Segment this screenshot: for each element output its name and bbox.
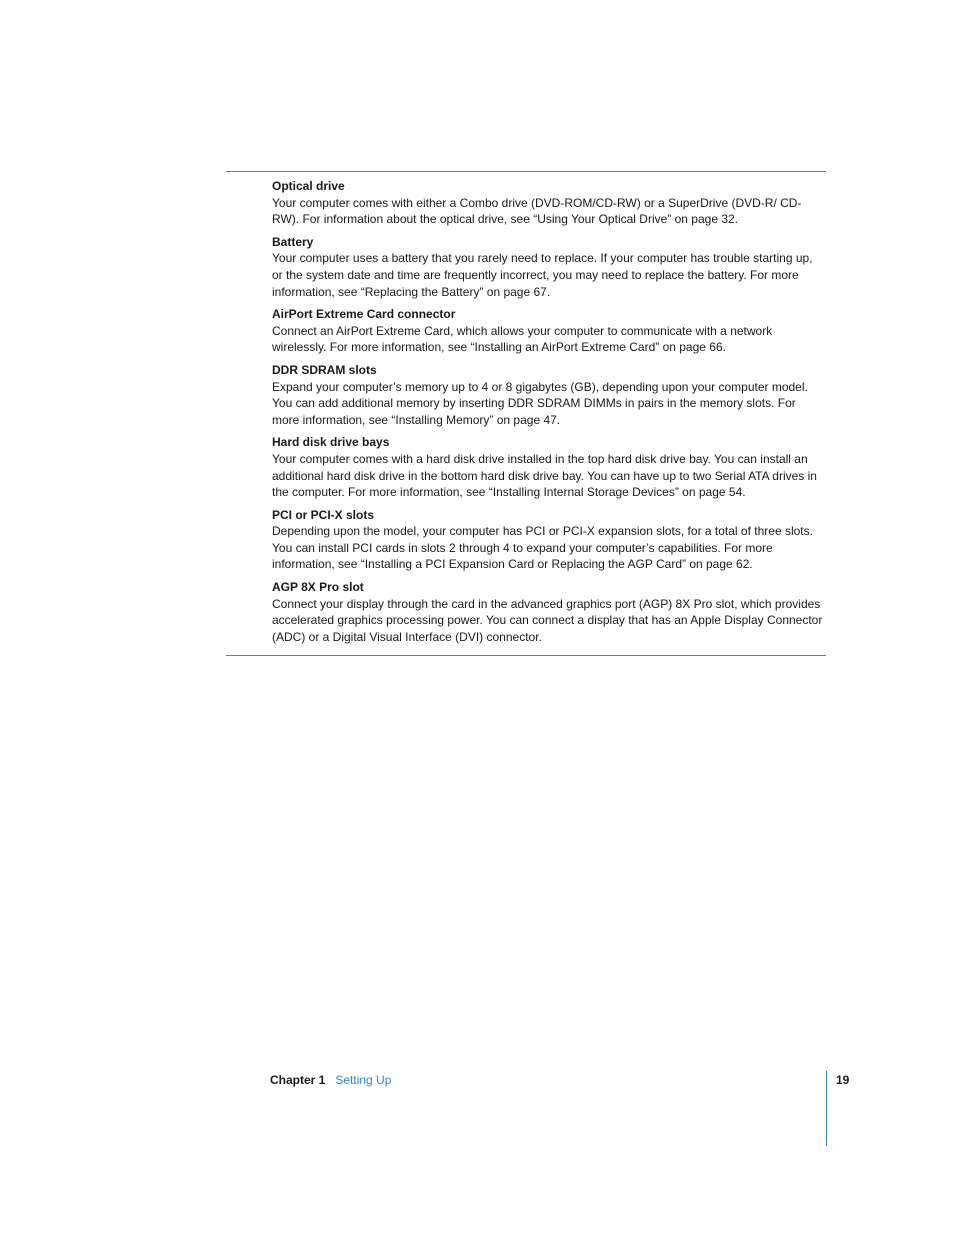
entry-agp-slot: [272, 579, 824, 645]
entry-title: Optical drive: [272, 179, 345, 193]
chapter-label: Chapter 1: [270, 1073, 326, 1087]
entry-title: AGP 8X Pro slot: [272, 580, 364, 595]
entry-body: Your computer comes with either a Combo drive (DVD-ROM/CD-RW) or a SuperDrive (DVD-R/ CD-RW). For information about the optical drive, see “Using Your Optical Drive” on page 32.: [272, 195, 802, 227]
footer-chapter: [270, 1072, 391, 1088]
entry-hard-disk-bays: [272, 434, 824, 500]
chapter-title-link[interactable]: Setting Up: [335, 1073, 392, 1087]
top-divider: [226, 171, 826, 172]
entry-title: Battery: [272, 234, 314, 249]
entry-pci-slots: [272, 507, 824, 573]
page-number: 19: [836, 1073, 850, 1087]
entry-title: Hard disk drive bays: [272, 435, 390, 450]
entry-body: Your computer uses a battery that you rarely need to replace. If your computer has trouble starting up, or the system date and time are frequently incorrect, you may need to replace the battery. For more information, see “Replacing the Battery” on page 67.: [272, 251, 813, 299]
entry-body: Expand your computer’s memory up to 4 or 8 gigabytes (GB), depending upon your computer model. You can add additional memory by inserting DDR SDRAM DIMMs in pairs in the memory slots. For more information, see “Installing Memory” on page 47.: [272, 379, 808, 427]
entry-body: Depending upon the model, your computer has PCI or PCI-X expansion slots, for a total of three slots. You can install PCI cards in slots 2 through 4 to expand your computer’s capabilities. For more information, see “Installing a PCI Expansion Card or Replacing the AGP Card” on page 62.: [272, 524, 813, 572]
bottom-divider: [226, 655, 826, 656]
entry-body: Your computer comes with a hard disk drive installed in the top hard disk drive bay. You can install an additional hard disk drive in the bottom hard disk drive bay. You can have up to two Serial ATA drives in the computer. For more information, see “Installing Internal Storage Devices” on page 54.: [272, 451, 817, 500]
component-list: [272, 178, 824, 651]
entry-optical-drive: [272, 178, 824, 228]
entry-body: Connect your display through the card in the advanced graphics port (AGP) 8X Pro slot, which provides accelerated graphics processing power. You can connect a display that has an Apple Display Connector (ADC) or a Digital Visual Interface (DVI) connector.: [272, 596, 823, 644]
entry-battery: [272, 234, 824, 300]
entry-title: PCI or PCI-X slots: [272, 507, 375, 522]
entry-airport-connector: [272, 306, 824, 356]
entry-title: DDR SDRAM slots: [272, 362, 377, 377]
footer-divider: [826, 1071, 827, 1146]
entry-title: AirPort Extreme Card connector: [272, 307, 456, 322]
entry-body: Connect an AirPort Extreme Card, which allows your computer to communicate with a network wirelessly. For more information, see “Installing an AirPort Extreme Card” on page 66.: [272, 323, 773, 355]
entry-ddr-sdram-slots: [272, 362, 824, 428]
